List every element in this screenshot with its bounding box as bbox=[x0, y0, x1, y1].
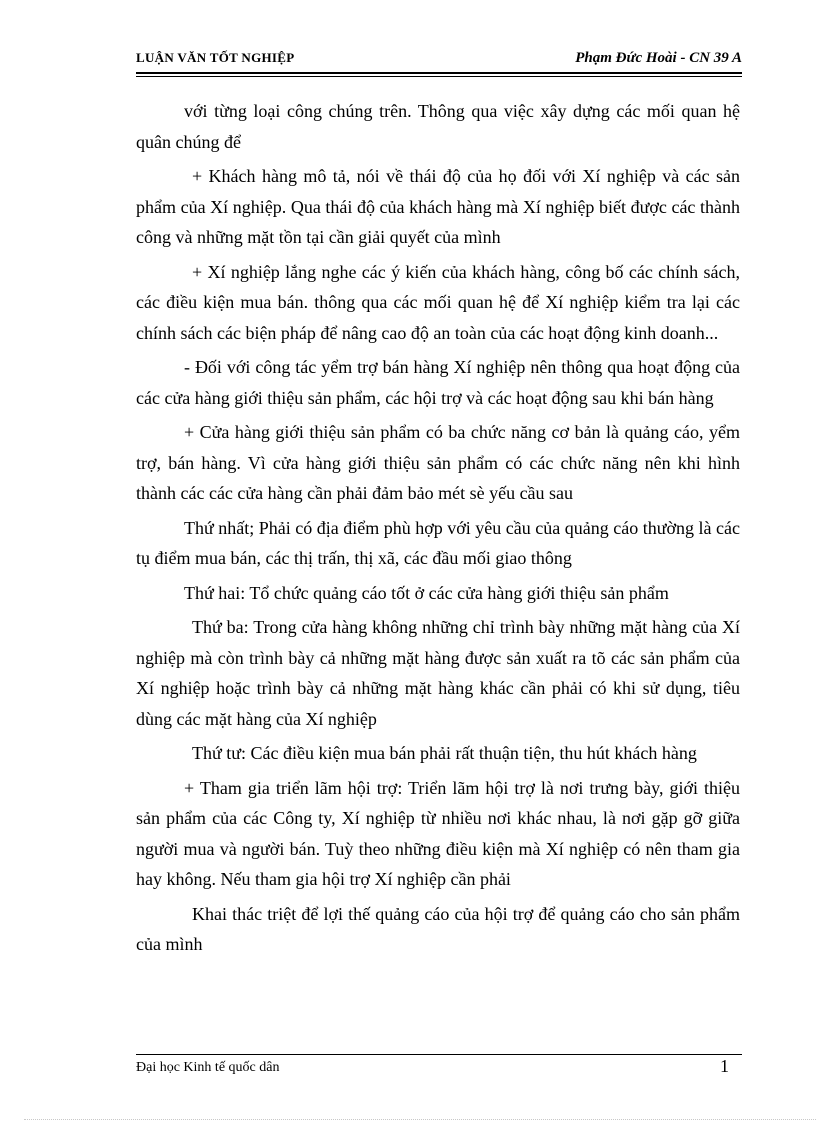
paragraph: với từng loại công chúng trên. Thông qua việc xây dựng các mối quan hệ quân chúng để bbox=[136, 101, 740, 152]
paragraph: Khai thác triệt để lợi thế quảng cáo của hội trợ để quảng cáo cho sản phẩm của mình bbox=[136, 903, 740, 954]
body-text bbox=[136, 96, 740, 964]
header-rule bbox=[136, 72, 742, 74]
footer-rule bbox=[136, 1054, 742, 1055]
paragraph: + Tham gia triển lãm hội trợ: Triển lãm hội trợ là nơi trưng bày, giới thiệu sản phẩm của các Công ty, Xí nghiệp từ nhiều nơi khác nhau, là nơi gặp gỡ giữa người mua và người bán. Tuỳ theo những điều kiện mà Xí nghiệp có nên tham gia hay không. Nếu tham gia hội trợ Xí nghiệp cần phải bbox=[136, 777, 740, 889]
paragraph: Thứ nhất; Phải có địa điểm phù hợp với yêu cầu của quảng cáo thường là các tụ điểm mua bán, các thị trấn, thị xã, các đầu mối giao thông bbox=[136, 517, 740, 568]
page-edge bbox=[24, 1119, 816, 1120]
paragraph: + Cửa hàng giới thiệu sản phẩm có ba chức năng cơ bản là quảng cáo, yểm trợ, bán hàng. Vì cửa hàng giới thiệu sản phẩm có các chức năng nên khi hình thành các các cửa hàng cần phải đảm bảo mét sè yếu cầu sau bbox=[136, 422, 740, 503]
paragraph: Thứ hai: Tổ chức quảng cáo tốt ở các cửa hàng giới thiệu sản phẩm bbox=[184, 582, 669, 603]
paragraph: - Đối với công tác yểm trợ bán hàng Xí nghiệp nên thông qua hoạt động của các cửa hàng giới thiệu sản phẩm, các hội trợ và các hoạt động sau khi bán hàng bbox=[136, 357, 740, 408]
paragraph: + Xí nghiệp lắng nghe các ý kiến của khách hàng, công bố các chính sách, các điều kiện mua bán. thông qua các mối quan hệ để Xí nghiệp kiểm tra lại các chính sách các biện pháp để nâng cao độ an toàn của các hoạt động kinh doanh... bbox=[136, 261, 740, 343]
header-rule-thin bbox=[136, 76, 742, 77]
paragraph: + Khách hàng mô tả, nói về thái độ của họ đối với Xí nghiệp và các sản phẩm của Xí nghiệp. Qua thái độ của khách hàng mà Xí nghiệp biết được các thành công và những mặt tồn tại cần giải quyết của mình bbox=[136, 166, 740, 247]
thesis-title: LUẬN VĂN TỐT NGHIỆP bbox=[136, 50, 295, 65]
university-name: Đại học Kinh tế quốc dân bbox=[136, 1060, 280, 1075]
author-class: Phạm Đức Hoài - CN 39 A bbox=[575, 50, 742, 66]
page-number: 1 bbox=[720, 1056, 729, 1076]
page-header bbox=[136, 50, 742, 70]
paragraph: Thứ ba: Trong cửa hàng không những chỉ trình bày những mặt hàng của Xí nghiệp mà còn trình bày cả những mặt hàng được sản xuất ra tõ các sản phẩm của Xí nghiệp hoặc trình bày cả những mặt hàng khác cần phải có khi sử dụng, tiêu dùng các mặt hàng của Xí nghiệp bbox=[136, 617, 740, 729]
paragraph: Thứ tư: Các điều kiện mua bán phải rất thuận tiện, thu hút khách hàng bbox=[192, 743, 697, 763]
